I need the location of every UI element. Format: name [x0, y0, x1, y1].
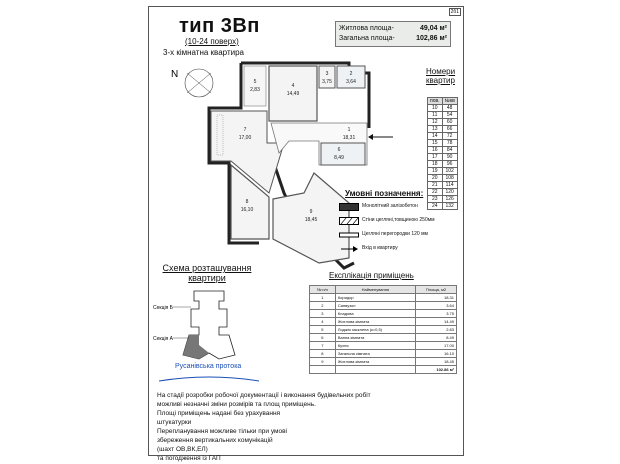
apartment-number-cell: 126: [442, 196, 457, 203]
apartment-row: [428, 203, 458, 210]
brick-wall-swatch-icon: [339, 217, 359, 225]
concrete-swatch-icon: [339, 203, 359, 211]
explication-row: [310, 310, 457, 318]
expl-col-area: Площа, м2: [415, 286, 456, 294]
apartment-numbers-title-line1: Номери: [426, 67, 456, 76]
apartment-floor-cell: 23: [428, 196, 443, 203]
apartment-row: [428, 182, 458, 189]
notes-block: [157, 392, 457, 464]
apartment-row: [428, 140, 458, 147]
expl-name-cell: Житлова кімната: [335, 318, 415, 326]
total-area-row: [339, 34, 447, 44]
apartment-row: [428, 112, 458, 119]
room-5-area: 2,83: [250, 87, 260, 93]
expl-name-cell: Житлова кімната: [335, 358, 415, 366]
apartment-number-cell: 102: [442, 168, 457, 175]
room-3-area: 3,75: [322, 79, 332, 85]
legend-item-entrance: [339, 245, 398, 253]
expl-name-cell: Кухня: [335, 342, 415, 350]
room-1-area: 18,31: [342, 135, 356, 141]
entrance-arrow-legend-icon: [339, 245, 359, 253]
section-a-label: Секція А: [153, 336, 173, 342]
note-line: та погодження із ГАП: [157, 455, 221, 462]
expl-no-cell: 1: [310, 294, 336, 302]
apartment-number-cell: 54: [442, 112, 457, 119]
explication-total-value: 102.86 м²: [415, 366, 456, 374]
expl-no-cell: 6: [310, 334, 336, 342]
apartment-type-title: тип 3Вп: [179, 15, 260, 37]
note-line: збереження вертикальних комунікацій: [157, 437, 273, 444]
room-6-bathroom: [321, 143, 365, 165]
expl-area-cell: 18.45: [415, 358, 456, 366]
floor-plan-sheet: [148, 6, 464, 462]
explication-row: [310, 334, 457, 342]
apt-col-floor: пов.: [428, 98, 443, 105]
apartment-number-cell: 72: [442, 133, 457, 140]
apt-col-number: №кв: [442, 98, 457, 105]
apartment-row: [428, 175, 458, 182]
apartment-number-cell: 78: [442, 140, 457, 147]
note-line: Площі приміщень надані без урахування: [157, 410, 281, 417]
note-line: (шахт ОВ,ВК,ЕЛ): [157, 446, 208, 453]
explication-total-row: [310, 366, 457, 374]
explication-table: [309, 285, 457, 374]
expl-col-no: № п/п: [310, 286, 336, 294]
apartment-number-cell: 120: [442, 189, 457, 196]
apartment-row: [428, 126, 458, 133]
legend-item-entrance-label: Вхід в квартиру: [362, 245, 398, 251]
apartment-number-cell: 132: [442, 203, 457, 210]
apartment-number-cell: 60: [442, 119, 457, 126]
apartment-floor-cell: 21: [428, 182, 443, 189]
explication-row: [310, 302, 457, 310]
apartment-number-cell: 66: [442, 126, 457, 133]
expl-no-cell: 3: [310, 310, 336, 318]
room-8-area: 16,10: [240, 207, 254, 213]
sheet-number: 2б1: [450, 9, 459, 15]
expl-area-cell: 18.31: [415, 294, 456, 302]
apartment-floor-cell: 14: [428, 133, 443, 140]
apartment-row: [428, 133, 458, 140]
legend-item-partition: [339, 231, 428, 239]
expl-col-name: Найменування: [335, 286, 415, 294]
apartment-floor-cell: 22: [428, 189, 443, 196]
partition-swatch-icon: [339, 231, 359, 239]
river-label: Русанівська протока: [175, 363, 242, 370]
room-9-no: 9: [309, 209, 313, 215]
apartment-number-cell: 96: [442, 161, 457, 168]
explication-row: [310, 350, 457, 358]
apartment-number-cell: 84: [442, 147, 457, 154]
apartment-number-cell: 48: [442, 105, 457, 112]
apartment-floor-cell: 19: [428, 168, 443, 175]
expl-area-cell: 17.00: [415, 342, 456, 350]
north-label: N: [171, 69, 179, 80]
expl-no-cell: 5: [310, 326, 336, 334]
apartment-row: [428, 196, 458, 203]
room-1-no: 1: [347, 127, 351, 133]
apartment-floor-cell: 10: [428, 105, 443, 112]
apartment-floor-cell: 20: [428, 175, 443, 182]
apartment-numbers-title-line2: квартир: [426, 76, 455, 85]
apartment-row: [428, 147, 458, 154]
apartment-floor-cell: 24: [428, 203, 443, 210]
apartment-number-cell: 90: [442, 154, 457, 161]
legend-item-concrete: [339, 203, 418, 211]
apartment-floor-cell: 15: [428, 140, 443, 147]
expl-no-cell: 4: [310, 318, 336, 326]
explication-row: [310, 318, 457, 326]
apartment-row: [428, 154, 458, 161]
room-5-loggia: [244, 66, 266, 106]
expl-no-cell: 8: [310, 350, 336, 358]
expl-area-cell: 14.49: [415, 318, 456, 326]
note-line: можливі незначні зміни розмірів та площ приміщень.: [157, 401, 316, 408]
expl-name-cell: Кладова: [335, 310, 415, 318]
apartment-rooms-label: 3-х кімнатна квартира: [163, 48, 244, 57]
apartment-numbers-title: [426, 67, 455, 85]
explication-row: [310, 294, 457, 302]
total-area-value: 102,86 м²: [416, 35, 447, 42]
expl-no-cell: 7: [310, 342, 336, 350]
explication-row: [310, 358, 457, 366]
expl-name-cell: Лоджія засклена (к=0,5): [335, 326, 415, 334]
room-4-no: 4: [291, 83, 295, 89]
compass-icon: [185, 69, 213, 97]
section-b-label: Секція Б: [153, 305, 173, 311]
apartment-number-cell: 114: [442, 182, 457, 189]
legend-item-brick-wall: [339, 217, 435, 225]
legend-item-brick-wall-label: Стіни цегляні,товщиною 250мм: [362, 217, 435, 223]
legend-title: Умовні позначення:: [345, 189, 424, 198]
note-line: штукатурки: [157, 419, 192, 426]
apartment-floor-cell: 13: [428, 126, 443, 133]
apartment-floor-cell: 12: [428, 119, 443, 126]
expl-no-cell: 2: [310, 302, 336, 310]
explication-row: [310, 326, 457, 334]
apartment-number-cell: 108: [442, 175, 457, 182]
explication-title: Експлікація приміщень: [329, 271, 414, 280]
expl-area-cell: 16.10: [415, 350, 456, 358]
floors-range: (10-24 поверх): [185, 37, 239, 46]
room-6-area: 8,49: [334, 155, 344, 161]
legend-item-partition-label: Цегляні перегородки 120 мм: [362, 231, 428, 237]
river-line: [159, 377, 259, 381]
room-2-no: 2: [349, 71, 353, 77]
living-area-row: [339, 24, 447, 34]
apartment-row: [428, 105, 458, 112]
expl-name-cell: Ванна кімната: [335, 334, 415, 342]
room-3-no: 3: [325, 71, 329, 77]
note-line: Перепланування можливе тільки при умові: [157, 428, 287, 435]
location-scheme-title: Схема розташування квартири: [162, 263, 252, 283]
apartment-floor-cell: 18: [428, 161, 443, 168]
expl-area-cell: 3.75: [415, 310, 456, 318]
location-scheme-diagram: [149, 287, 269, 387]
room-2-area: 3,64: [346, 79, 356, 85]
living-area-value: 49,04 м²: [420, 25, 447, 32]
areas-summary: [335, 21, 451, 47]
expl-area-cell: 3.64: [415, 302, 456, 310]
note-line: На стадії розробки робочої документації і виконання будівельних робіт: [157, 392, 371, 399]
apartment-floor-cell: 16: [428, 147, 443, 154]
room-5-no: 5: [253, 79, 257, 85]
total-area-label: Загальна площа-: [339, 35, 395, 42]
apartment-numbers-table: [427, 97, 458, 210]
apartment-row: [428, 119, 458, 126]
expl-name-cell: Загальна кімната: [335, 350, 415, 358]
apartment-row: [428, 189, 458, 196]
room-7-no: 7: [243, 127, 247, 133]
room-4-area: 14,49: [286, 91, 300, 97]
expl-name-cell: Санвузол: [335, 302, 415, 310]
expl-name-cell: Коридор: [335, 294, 415, 302]
apartment-floor-cell: 17: [428, 154, 443, 161]
legend-item-concrete-label: Монолітний залізобетон: [362, 203, 418, 209]
room-7-area: 17,00: [238, 135, 252, 141]
room-6-no: 6: [337, 147, 341, 153]
room-8-no: 8: [245, 199, 249, 205]
apartment-floor-cell: 11: [428, 112, 443, 119]
expl-no-cell: 9: [310, 358, 336, 366]
expl-area-cell: 2.83: [415, 326, 456, 334]
explication-row: [310, 342, 457, 350]
expl-area-cell: 8.49: [415, 334, 456, 342]
apartment-row: [428, 161, 458, 168]
apartment-row: [428, 168, 458, 175]
living-area-label: Житлова площа-: [339, 25, 394, 32]
room-9-area: 18,45: [304, 217, 318, 223]
